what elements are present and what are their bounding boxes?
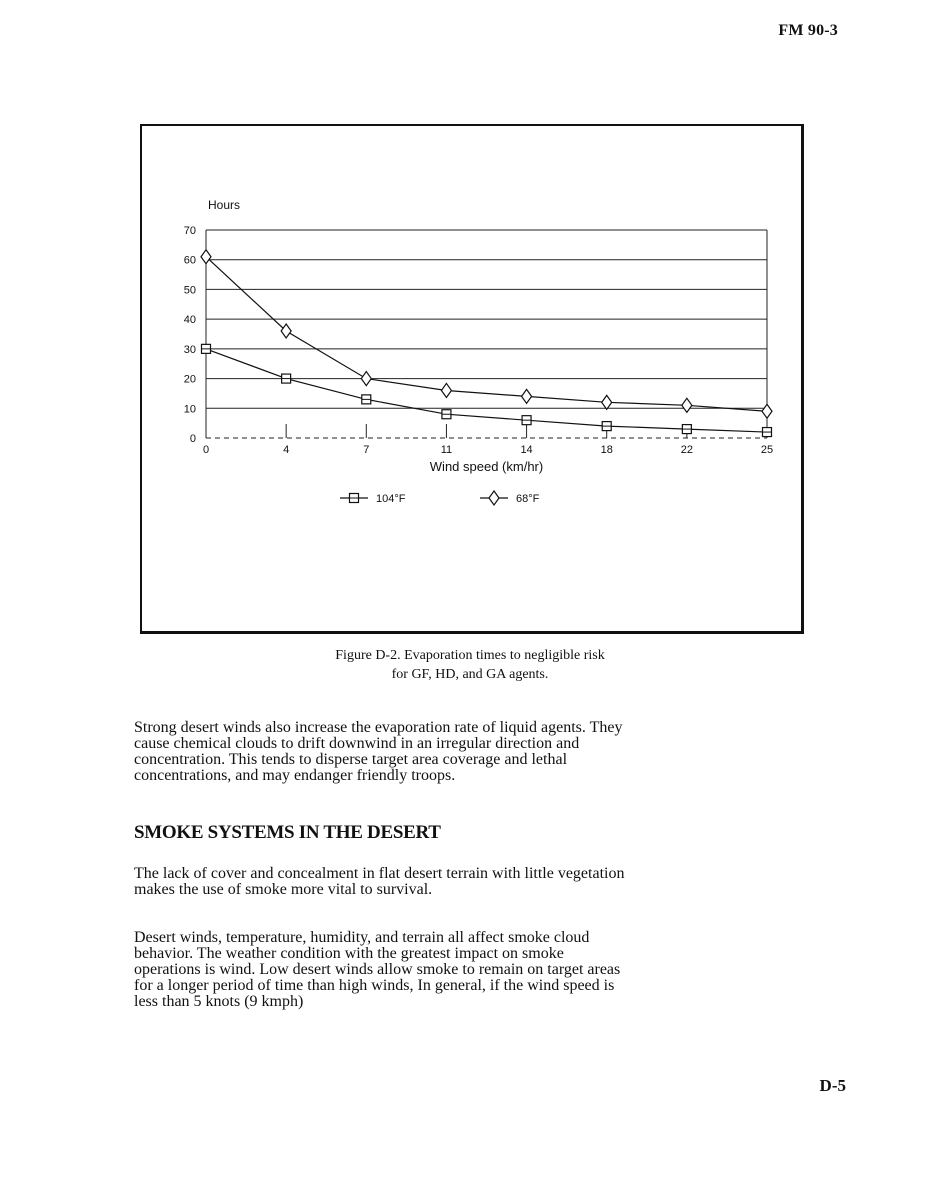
series-2-point-14 (522, 389, 532, 403)
x-tick-label-22: 22 (680, 444, 693, 456)
y-tick-label-40: 40 (183, 314, 196, 327)
series-2-point-25 (762, 404, 772, 418)
x-tick-label-11: 11 (440, 444, 453, 456)
y-axis-title: Hours (208, 198, 241, 212)
x-tick-label-25: 25 (760, 444, 774, 456)
paragraph-winds: Strong desert winds also increase the evaporation rate of liquid agents. They cause chemical clouds to drift downwind in an irregular direction and concentration. This tends to disperse target area coverage and lethal concentrations, and may endanger friendly troops. (134, 719, 623, 784)
page-number: D-5 (819, 1076, 846, 1095)
y-tick-label-70: 70 (183, 225, 196, 237)
x-axis-title: Wind speed (km/hr) (429, 459, 544, 474)
series-2-point-11 (441, 383, 451, 397)
y-tick-label-20: 20 (183, 373, 196, 386)
series-2-point-4 (281, 324, 291, 338)
series-2-line (206, 257, 767, 412)
caption-line-1: Figure D-2. Evaporation times to negligible risk (335, 648, 605, 663)
legend-marker-2 (489, 491, 499, 505)
x-tick-label-7: 7 (363, 444, 370, 456)
y-tick-label-60: 60 (183, 254, 196, 267)
y-tick-label-50: 50 (183, 284, 196, 297)
paragraph-smoke-behavior: Desert winds, temperature, humidity, and terrain all affect smoke cloud behavior. The weather condition with the greatest impact on smoke operations is wind. Low desert winds allow smoke to remain on target areas for a longer period of time than high winds, In general, if the wind speed is less than 5 knots (9 kmph) (134, 929, 621, 1010)
y-tick-label-30: 30 (183, 343, 196, 356)
y-tick-label-10: 10 (183, 403, 196, 416)
x-tick-label-18: 18 (600, 444, 613, 456)
figure-frame (140, 124, 804, 634)
x-tick-label-4: 4 (283, 444, 290, 456)
caption-line-2: for GF, HD, and GA agents. (391, 667, 549, 682)
y-tick-label-0: 0 (189, 433, 196, 445)
legend-label-2: 68°F (516, 493, 540, 505)
paragraph-cover: The lack of cover and concealment in flat desert terrain with little vegetation makes the use of smoke more vital to survival. (134, 865, 625, 898)
section-heading: SMOKE SYSTEMS IN THE DESERT (134, 822, 441, 843)
document-reference: FM 90-3 (778, 22, 838, 39)
evaporation-chart (142, 126, 802, 632)
x-tick-label-14: 14 (520, 444, 533, 456)
series-2-point-7 (361, 372, 371, 386)
figure-caption (300, 646, 640, 684)
series-2-point-0 (201, 250, 211, 264)
series-2-point-18 (602, 395, 612, 409)
series-2-point-22 (682, 398, 692, 412)
legend-label-1: 104°F (376, 493, 406, 505)
series-1-line (206, 349, 767, 432)
x-tick-label-0: 0 (202, 444, 210, 456)
